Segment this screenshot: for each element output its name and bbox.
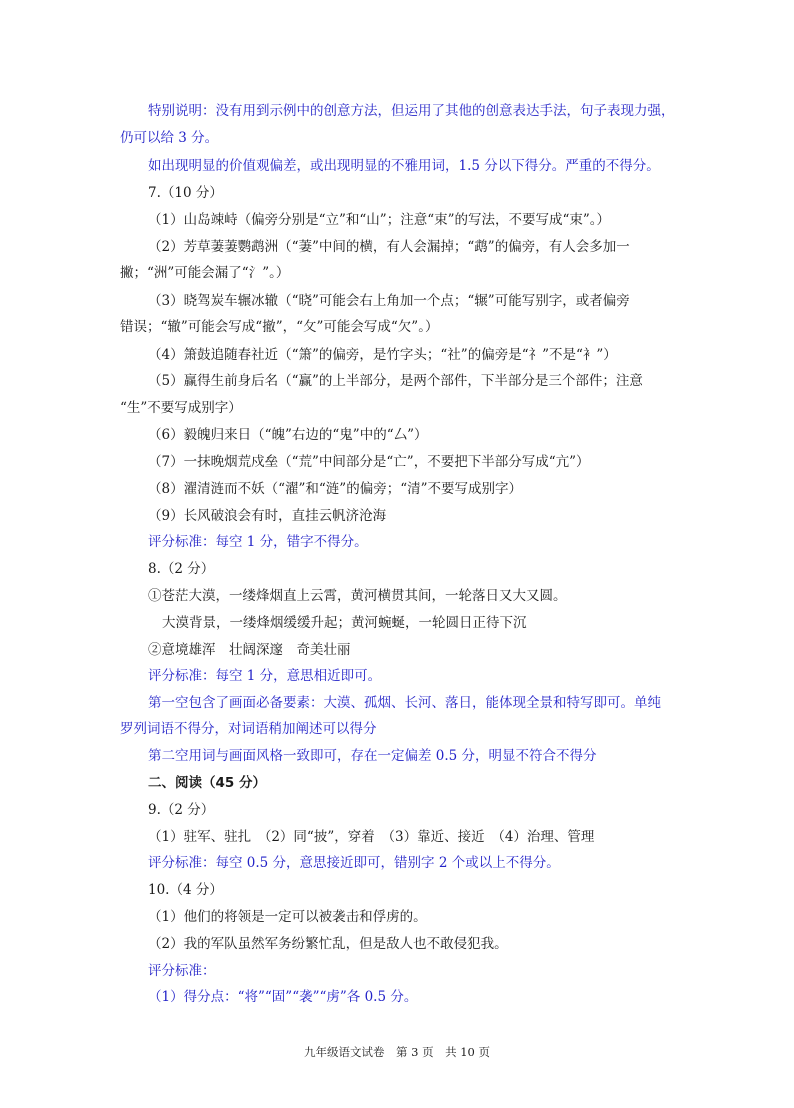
question-9-heading: 9.（2 分） xyxy=(148,802,215,818)
q7-item-3: （3）晓驾炭车辗冰辙（“晓”可能会右上角加一个点；“辗”可能写别字，或者偏旁 xyxy=(148,293,630,309)
q7-item-2-cont: 撇；“洲”可能会漏了“氵”。） xyxy=(120,265,290,281)
q7-item-3-cont: 错误；“辙”可能会写成“撤”，“攵”可能会写成“欠”。） xyxy=(120,319,439,335)
q7-item-4: （4）箫鼓追随春社近（“箫”的偏旁，是竹字头；“社”的偏旁是“礻”不是“衤”） xyxy=(148,347,617,363)
page-footer: 九年级语文试卷 第 3 页 共 10 页 xyxy=(303,1045,491,1059)
section-reading-heading: 二、阅读（45 分） xyxy=(148,775,266,791)
q7-item-8: （8）濯清涟而不妖（“濯”和“涟”的偏旁；“清”不要写成别字） xyxy=(148,481,522,497)
q7-item-5-cont: “生”不要写成别字） xyxy=(120,400,242,416)
q7-item-2: （2）芳草萋萋鹦鹉洲（“萋”中间的横，有人会漏掉；“鹉”的偏旁，有人会多加一 xyxy=(148,239,630,255)
q10-answer-1: （1）他们的将领是一定可以被袭击和俘虏的。 xyxy=(148,909,427,925)
q8-note-1: 第一空包含了画面必备要素：大漠、孤烟、长河、落日，能体现全景和特写即可。单纯 xyxy=(148,695,661,711)
q7-item-1: （1）山岛竦峙（偏旁分别是“立”和“山”；注意“束”的写法，不要写成“束”。） xyxy=(148,212,611,228)
q7-item-6: （6）毅魄归来日（“魄”右边的“鬼”中的“厶”） xyxy=(148,427,428,443)
q10-answer-2: （2）我的军队虽然军务纷繁忙乱，但是敌人也不敢侵犯我。 xyxy=(148,936,508,952)
question-7-heading: 7.（10 分） xyxy=(148,185,223,201)
q7-item-9: （9）长风破浪会有时，直挂云帆济沧海 xyxy=(148,508,387,524)
q8-answer-1: ①苍茫大漠，一缕烽烟直上云霄，黄河横贯其间，一轮落日又大又圆。 xyxy=(148,588,567,604)
value-deviation-note: 如出现明显的价值观偏差，或出现明显的不雅用词，1.5 分以下得分。严重的不得分。 xyxy=(148,158,660,174)
q7-scoring-standard: 评分标准：每空 1 分，错字不得分。 xyxy=(148,534,368,550)
q7-item-7: （7）一抹晚烟荒戍垒（“荒”中间部分是“亡”，不要把下半部分写成“亢”） xyxy=(148,454,590,470)
special-note-line-1: 特别说明：没有用到示例中的创意方法，但运用了其他的创意表达手法，句子表现力强， xyxy=(148,103,675,119)
special-note-line-2: 仍可以给 3 分。 xyxy=(120,130,219,146)
q10-scoring-point-1: （1）得分点：“将”“固”“袭”“虏”各 0.5 分。 xyxy=(148,989,418,1005)
question-8-heading: 8.（2 分） xyxy=(148,561,215,577)
q8-scoring-standard: 评分标准：每空 1 分，意思相近即可。 xyxy=(148,668,382,684)
q8-answer-2: ②意境雄浑 壮阔深邃 奇美壮丽 xyxy=(148,642,351,658)
q9-scoring-standard: 评分标准：每空 0.5 分，意思接近即可，错别字 2 个或以上不得分。 xyxy=(148,855,560,871)
q7-item-5: （5）赢得生前身后名（“赢”的上半部分，是两个部件，下半部分是三个部件；注意 xyxy=(148,373,643,389)
q10-scoring-label: 评分标准： xyxy=(148,963,216,979)
q8-answer-1-alt: 大漠背景，一缕烽烟缓缓升起；黄河蜿蜒，一轮圆日正待下沉 xyxy=(162,615,527,631)
q9-answers: （1）驻军、驻扎 （2）同“披”，穿着 （3）靠近、接近 （4）治理、管理 xyxy=(148,829,595,845)
q8-note-2: 第二空用词与画面风格一致即可，存在一定偏差 0.5 分，明显不符合不得分 xyxy=(148,748,597,764)
question-10-heading: 10.（4 分） xyxy=(148,882,223,898)
q8-note-1-cont: 罗列词语不得分，对词语稍加阐述可以得分 xyxy=(120,721,377,737)
